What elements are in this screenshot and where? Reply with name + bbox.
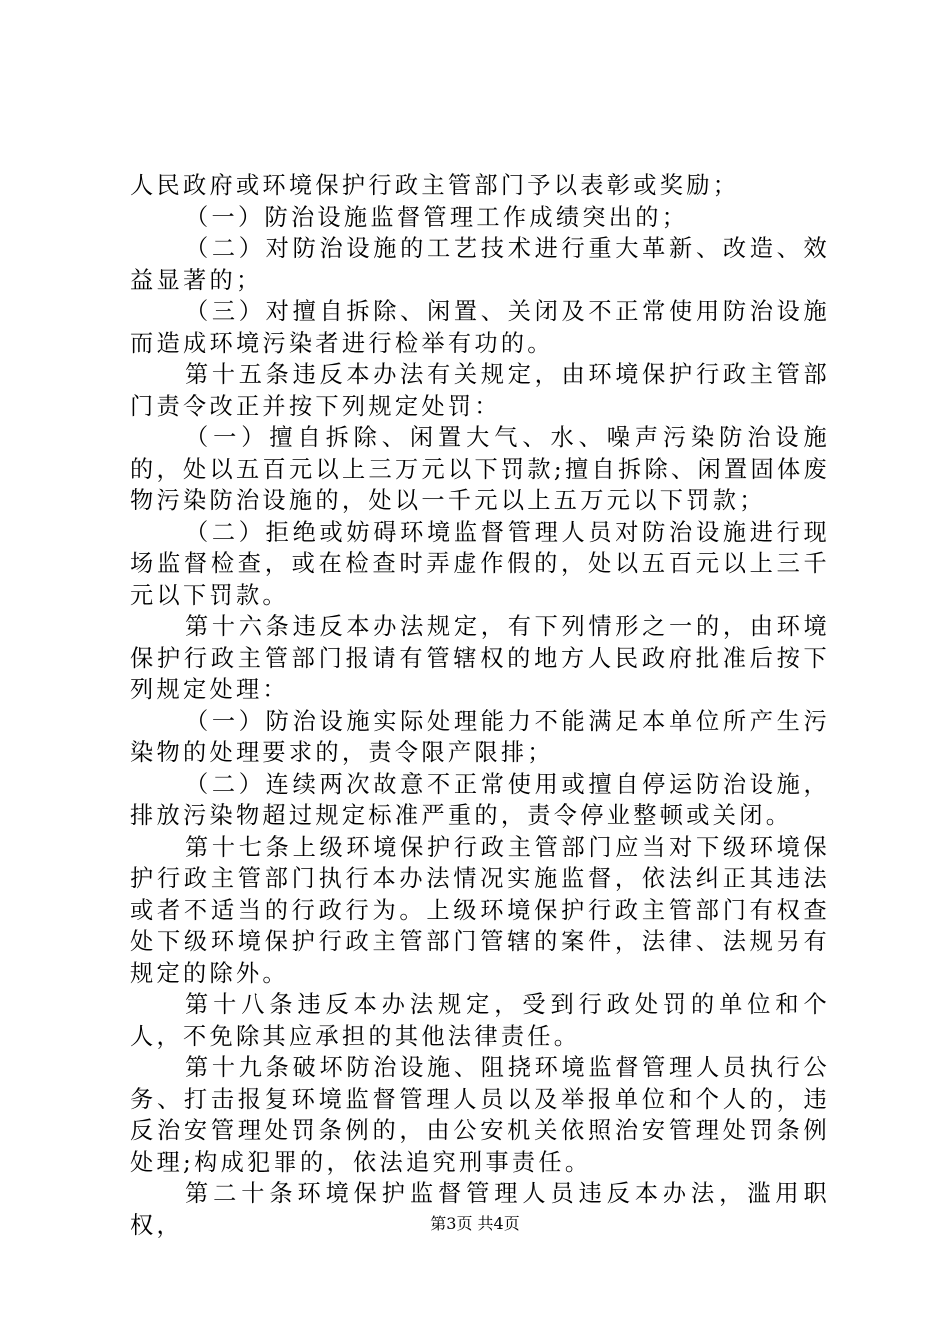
- page-number: 第3页 共4页: [430, 1214, 520, 1233]
- paragraph: （二）对防治设施的工艺技术进行重大革新、改造、效益显著的；: [130, 235, 830, 294]
- paragraph: 第十八条违反本办法规定，受到行政处罚的单位和个人，不免除其应承担的其他法律责任。: [130, 991, 830, 1050]
- paragraph: 人民政府或环境保护行政主管部门予以表彰或奖励；: [130, 172, 740, 199]
- paragraph: （二）拒绝或妨碍环境监督管理人员对防治设施进行现场监督检查，或在检查时弄虚作假的，处以五百元以上三千元以下罚款。: [130, 518, 830, 609]
- document-body: [130, 170, 830, 1241]
- paragraph: （一）擅自拆除、闲置大气、水、噪声污染防治设施的，处以五百元以上三万元以下罚款;擅自拆除、闲置固体废物污染防治设施的，处以一千元以上五万元以下罚款；: [130, 424, 830, 514]
- paragraph: （一）防治设施监督管理工作成绩突出的；: [185, 203, 689, 231]
- paragraph: 第十五条违反本办法有关规定，由环境保护行政主管部门责令改正并按下列规定处罚：: [130, 361, 830, 420]
- paragraph: （三）对擅自拆除、闲置、关闭及不正常使用防治设施而造成环境污染者进行检举有功的。: [130, 298, 830, 357]
- paragraph: （一）防治设施实际处理能力不能满足本单位所产生污染物的处理要求的，责令限产限排；: [130, 707, 830, 766]
- paragraph: 第十六条违反本办法规定，有下列情形之一的，由环境保护行政主管部门报请有管辖权的地方人民政府批准后按下列规定处理：: [130, 613, 830, 703]
- paragraph: 第十七条上级环境保护行政主管部门应当对下级环境保护行政主管部门执行本办法情况实施监督，依法纠正其违法或者不适当的行政行为。上级环境保护行政主管部门有权查处下级环境保护行政主管部门管辖的案件，法律、法规另有规定的除外。: [130, 833, 830, 987]
- paragraph: 第二十条环境保护监督管理人员违反本办法，滥用职权，: [130, 1180, 830, 1239]
- paragraph: （二）连续两次故意不正常使用或擅自停运防治设施，排放污染物超过规定标准严重的，责令停业整顿或关闭。: [130, 770, 830, 829]
- paragraph: 第十九条破坏防治设施、阻挠环境监督管理人员执行公务、打击报复环境监督管理人员以及举报单位和个人的，违反治安管理处罚条例的，由公安机关依照治安管理处罚条例处理;构成犯罪的，依法追究刑事责任。: [130, 1054, 830, 1176]
